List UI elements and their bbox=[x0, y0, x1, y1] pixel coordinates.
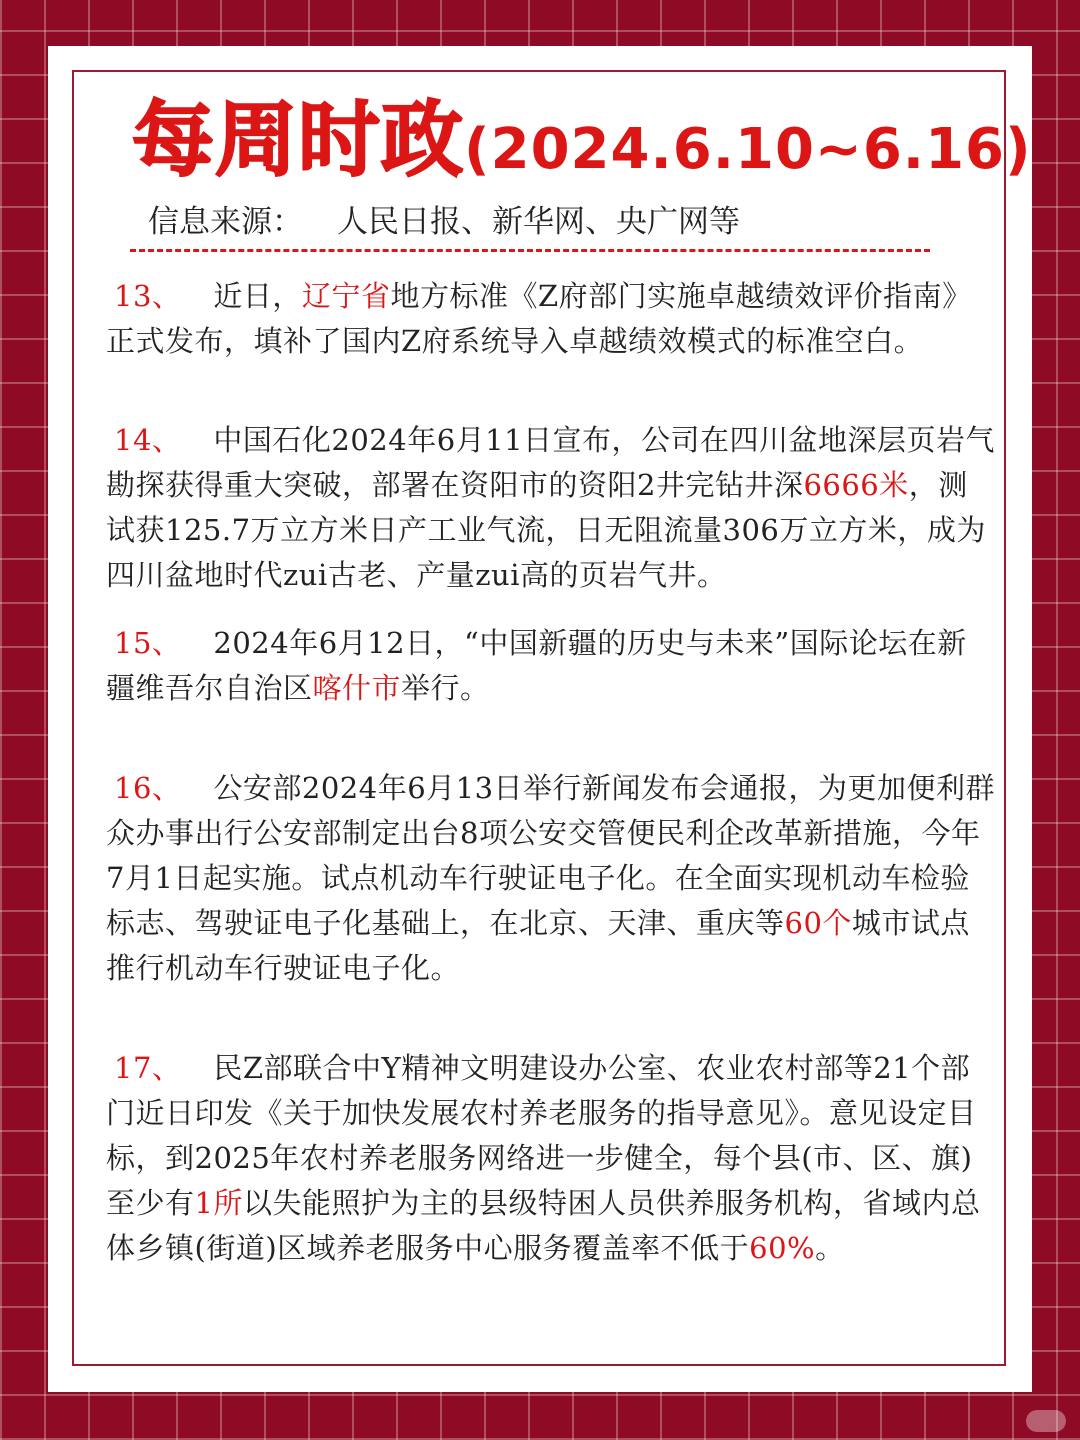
item-number: 15、 bbox=[114, 626, 182, 660]
item-highlight: 60% bbox=[749, 1231, 816, 1265]
item-text: ，测试获125.7万立方米日产工业气流，日无阻流量306万立方米，成为四川盆地时代zui古老、产量zui高的页岩气井。 bbox=[106, 468, 986, 592]
item-text: 近日， bbox=[213, 279, 302, 313]
item-highlight: 6666米 bbox=[803, 468, 909, 502]
item-number: 13、 bbox=[114, 279, 182, 313]
item-number: 17、 bbox=[114, 1051, 182, 1085]
item-highlight: 60个 bbox=[784, 906, 852, 940]
item-text: 。 bbox=[815, 1231, 845, 1265]
watermark-badge bbox=[1026, 1410, 1066, 1432]
news-item-14 bbox=[106, 418, 996, 598]
item-number: 14、 bbox=[114, 423, 182, 457]
item-text: 中国石化2024年6月11日宣布，公司在四川盆地深层页岩气勘探获得重大突破，部署在资阳市的资阳2井完钻井深 bbox=[106, 423, 996, 502]
source-value: 人民日报、新华网、央广网等 bbox=[337, 204, 740, 240]
item-highlight: 1所 bbox=[194, 1186, 243, 1220]
item-text: 举行。 bbox=[401, 671, 490, 705]
item-text: 2024年6月12日，“中国新疆的历史与未来”国际论坛在新疆维吾尔自治区 bbox=[106, 626, 967, 705]
news-item-15 bbox=[106, 621, 996, 711]
item-text: 公安部2024年6月13日举行新闻发布会通报，为更加便利群众办事出行公安部制定出台8项公安交管便民利企改革新措施，今年7月1日起实施。试点机动车行驶证电子化。在全面实现机动车检验标志、驾驶证电子化基础上，在北京、天津、重庆等 bbox=[106, 771, 996, 940]
item-text: 城市试点推行机动车行驶证电子化。 bbox=[106, 906, 970, 985]
dashed-divider bbox=[130, 249, 930, 252]
page-title bbox=[132, 93, 1032, 188]
info-source bbox=[148, 196, 740, 241]
news-item-13 bbox=[106, 274, 996, 364]
item-highlight: 辽宁省 bbox=[301, 279, 391, 313]
content-card bbox=[48, 46, 1032, 1392]
title-main: 每周时政 bbox=[132, 93, 465, 188]
title-date-range: (2024.6.10~6.16) bbox=[464, 117, 1032, 182]
source-label: 信息来源： bbox=[148, 204, 303, 240]
news-item-17 bbox=[106, 1046, 996, 1271]
item-text: 民Z部联合中Y精神文明建设办公室、农业农村部等21个部门近日印发《关于加快发展农村养老服务的指导意见》。意见设定目标，到2025年农村养老服务网络进一步健全，每个县(市、区、旗)至少有 bbox=[106, 1051, 977, 1220]
item-text: 地方标准《Z府部门实施卓越绩效评价指南》正式发布，填补了国内Z府系统导入卓越绩效模式的标准空白。 bbox=[106, 279, 972, 358]
item-number: 16、 bbox=[114, 771, 182, 805]
item-text: 以失能照护为主的县级特困人员供养服务机构，省域内总体乡镇(街道)区域养老服务中心服务覆盖率不低于 bbox=[106, 1186, 981, 1265]
news-item-16 bbox=[106, 766, 996, 991]
item-highlight: 喀什市 bbox=[312, 671, 402, 705]
